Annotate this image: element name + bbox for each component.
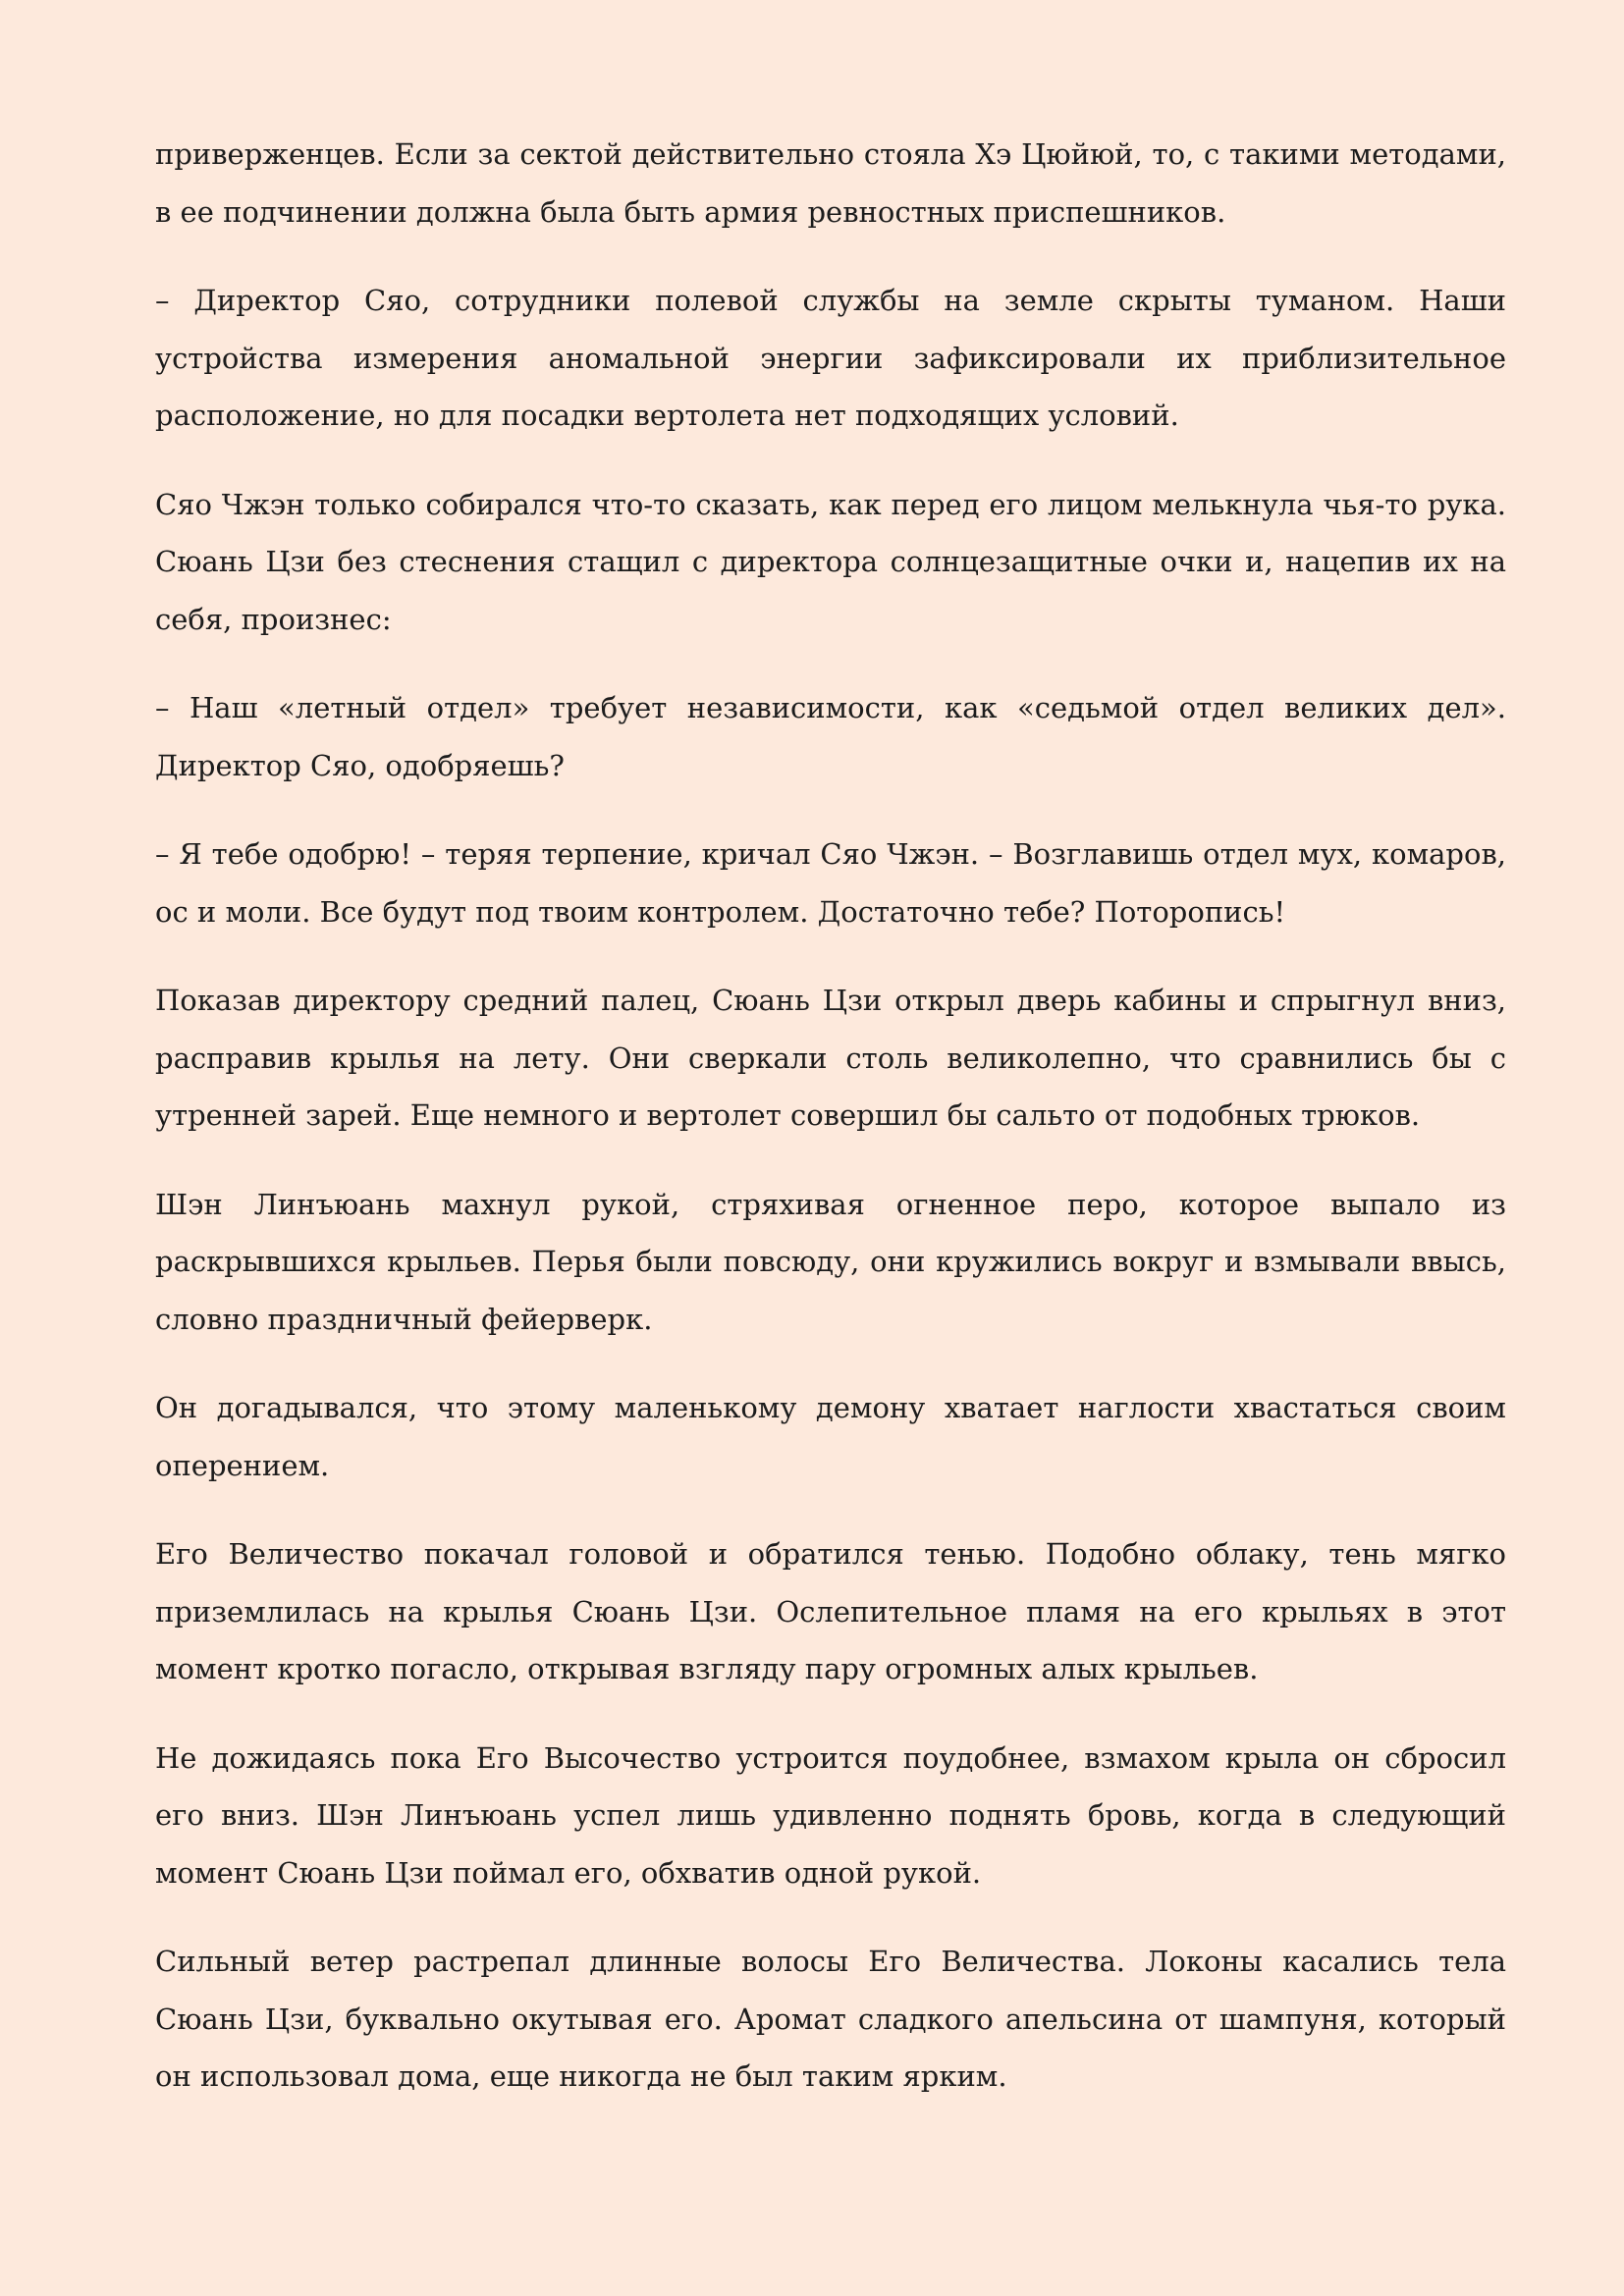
paragraph-7: Шэн Линъюань махнул рукой, стряхивая огненное перо, которое выпало из раскрывшихся крыльев. Перья были повсюду, они кружились вокруг и взмывали ввысь, словно праздничный фейерверк. <box>155 1187 1506 1336</box>
paragraph-11: Сильный ветер растрепал длинные волосы Его Величества. Локоны касались тела Сюань Цзи, буквально окутывая его. Аромат сладкого апельсина от шампуня, который он использовал дома, еще никогда не был таким ярким. <box>155 1945 1506 2093</box>
paragraph-8: Он догадывался, что этому маленькому демону хватает наглости хвастаться своим оперением. <box>155 1391 1506 1482</box>
paragraph-9: Его Величество покачал головой и обратился тенью. Подобно облаку, тень мягко приземлилась на крылья Сюань Цзи. Ослепительное пламя на его крыльях в этот момент кротко погасло, открывая взгляду пару огромных алых крыльев. <box>155 1537 1506 1685</box>
paragraph-10: Не дожидаясь пока Его Высочество устроится поудобнее, взмахом крыла он сбросил его вниз. Шэн Линъюань успел лишь удивленно поднять бровь, когда в следующий момент Сюань Цзи поймал его, обхватив одной рукой. <box>155 1740 1506 1890</box>
paragraph-4: – Наш «летный отдел» требует независимости, как «седьмой отдел великих дел». Директор Сяо, одобряешь? <box>155 691 1506 782</box>
document-page <box>155 126 1506 2137</box>
paragraph-1: приверженцев. Если за сектой действительно стояла Хэ Цюйюй, то, с такими методами, в ее подчинении должна была быть армия ревностных приспешников. <box>155 137 1506 229</box>
paragraph-6: Показав директору средний палец, Сюань Цзи открыл дверь кабины и спрыгнул вниз, расправив крылья на лету. Они сверкали столь великолепно, что сравнились бы с утренней зарей. Еще немного и вертолет совершил бы сальто от подобных трюков. <box>155 984 1506 1132</box>
paragraph-3: Сяо Чжэн только собирался что-то сказать, как перед его лицом мелькнула чья-то рука. Сюань Цзи без стеснения стащил с директора солнцезащитные очки и, нацепив их на себя, произнес: <box>155 487 1506 636</box>
paragraph-2: – Директор Сяо, сотрудники полевой службы на земле скрыты туманом. Наши устройства измерения аномальной энергии зафиксировали их приблизительное расположение, но для посадки вертолета нет подходящих условий. <box>155 284 1506 432</box>
paragraph-5: – Я тебе одобрю! – теряя терпение, кричал Сяо Чжэн. – Возглавишь отдел мух, комаров, ос и моли. Все будут под твоим контролем. Достаточно тебе? Поторопись! <box>155 837 1506 929</box>
